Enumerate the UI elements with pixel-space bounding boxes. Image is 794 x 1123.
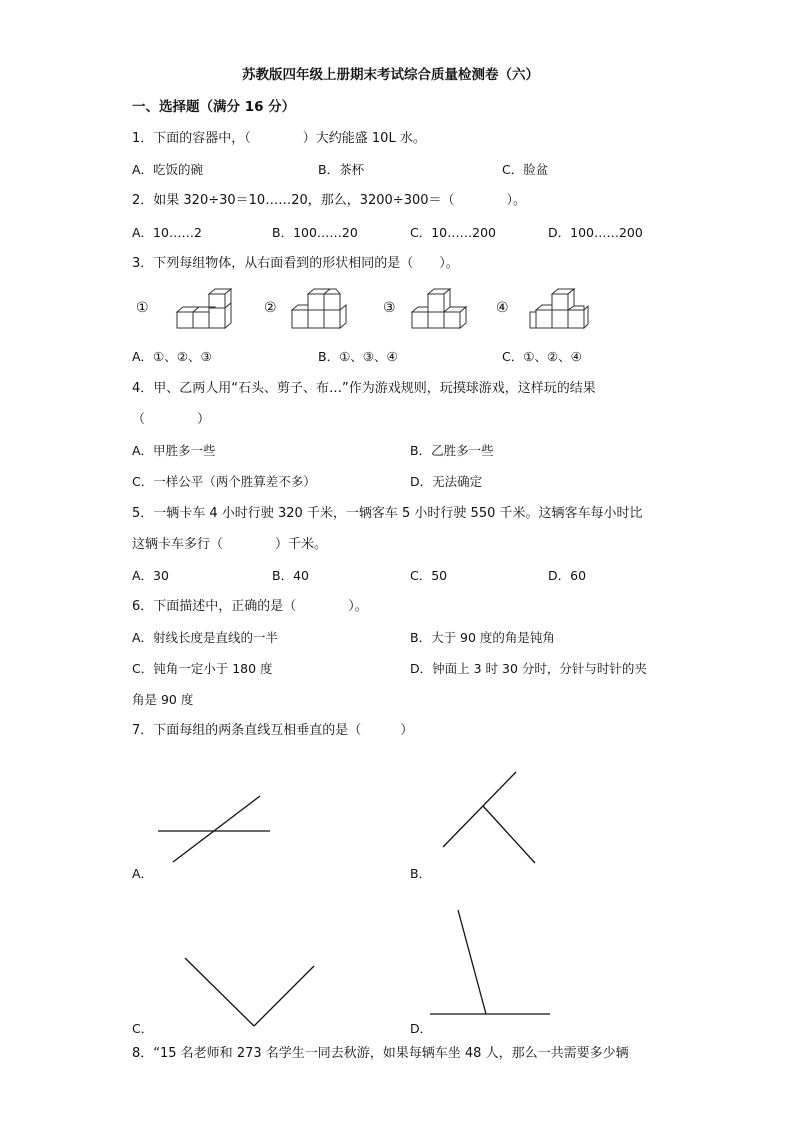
q3-option-b[interactable]: B．①、③、④ [318, 349, 398, 364]
lines-figure-a [150, 790, 280, 870]
question-3: 3．下列每组物体，从右面看到的形状相同的是（ ）。 [132, 256, 459, 271]
q3-option-c[interactable]: C．①、②、④ [502, 349, 582, 364]
page-title: 苏教版四年级上册期末考试综合质量检测卷（六） [242, 67, 539, 83]
q5-option-b[interactable]: B．40 [272, 568, 309, 583]
cube-group-marker-2: ② [264, 300, 277, 316]
cube-group-marker-3: ③ [383, 300, 396, 316]
q1-option-b[interactable]: B．茶杯 [318, 162, 365, 177]
question-8: 8．“15 名老师和 273 名学生一同去秋游，如果每辆车坐 48 人，那么一共需要多少辆 [132, 1046, 629, 1061]
q1-option-a[interactable]: A．吃饭的碗 [132, 162, 204, 177]
question-5: 5．一辆卡车 4 小时行驶 320 千米，一辆客车 5 小时行驶 550 千米。这辆客车每小时比 [132, 506, 643, 521]
question-4: 4．甲、乙两人用“石头、剪子、布…”作为游戏规则，玩摸球游戏，这样玩的结果 [132, 381, 596, 396]
q4-option-c[interactable]: C．一样公平（两个胜算差不多） [132, 474, 316, 489]
q7-option-c[interactable]: C． [132, 1021, 154, 1036]
q2-option-a[interactable]: A．10……2 [132, 225, 202, 240]
q7-option-a[interactable]: A． [132, 866, 154, 881]
question-7: 7．下面每组的两条直线互相垂直的是（ ） [132, 723, 414, 738]
q1-option-c[interactable]: C．脸盆 [502, 162, 549, 177]
q4-option-b[interactable]: B．乙胜多一些 [410, 443, 494, 458]
cube-figure-1 [170, 286, 240, 334]
q2-option-c[interactable]: C．10……200 [410, 225, 496, 240]
q7-option-b[interactable]: B． [410, 866, 432, 881]
cube-figure-2 [288, 286, 358, 334]
question-2: 2．如果 320÷30＝10……20，那么，3200÷300＝（ ）。 [132, 193, 527, 208]
question-5-cont: 这辆卡车多行（ ）千米。 [132, 537, 328, 552]
q6-option-d[interactable]: D．钟面上 3 时 30 分时，分针与时针的夹 [410, 661, 647, 676]
lines-figure-c [180, 952, 320, 1032]
q6-option-b[interactable]: B．大于 90 度的角是钝角 [410, 630, 555, 645]
q6-option-d-cont: 角是 90 度 [132, 692, 194, 707]
q6-option-c[interactable]: C．钝角一定小于 180 度 [132, 661, 273, 676]
q4-option-d[interactable]: D．无法确定 [410, 474, 483, 489]
q2-option-b[interactable]: B．100……20 [272, 225, 358, 240]
question-6: 6．下面描述中，正确的是（ ）。 [132, 599, 368, 614]
cube-group-marker-4: ④ [496, 300, 509, 316]
q7-option-d[interactable]: D． [410, 1021, 433, 1036]
cube-group-marker-1: ① [136, 300, 149, 316]
q2-option-d[interactable]: D．100……200 [548, 225, 643, 240]
q4-option-a[interactable]: A．甲胜多一些 [132, 443, 216, 458]
lines-figure-b [436, 766, 546, 870]
lines-figure-d [426, 904, 556, 1019]
q5-option-a[interactable]: A．30 [132, 568, 169, 583]
cube-figure-4 [522, 286, 592, 334]
q5-option-c[interactable]: C．50 [410, 568, 448, 583]
question-1: 1．下面的容器中，（ ）大约能盛 10L 水。 [132, 131, 426, 146]
q3-option-a[interactable]: A．①、②、③ [132, 349, 212, 364]
question-4-blank: （ ） [132, 412, 211, 427]
q5-option-d[interactable]: D．60 [548, 568, 587, 583]
section-heading: 一、选择题（满分 16 分） [132, 99, 296, 115]
q6-option-a[interactable]: A．射线长度是直线的一半 [132, 630, 279, 645]
cube-figure-3 [404, 286, 480, 334]
